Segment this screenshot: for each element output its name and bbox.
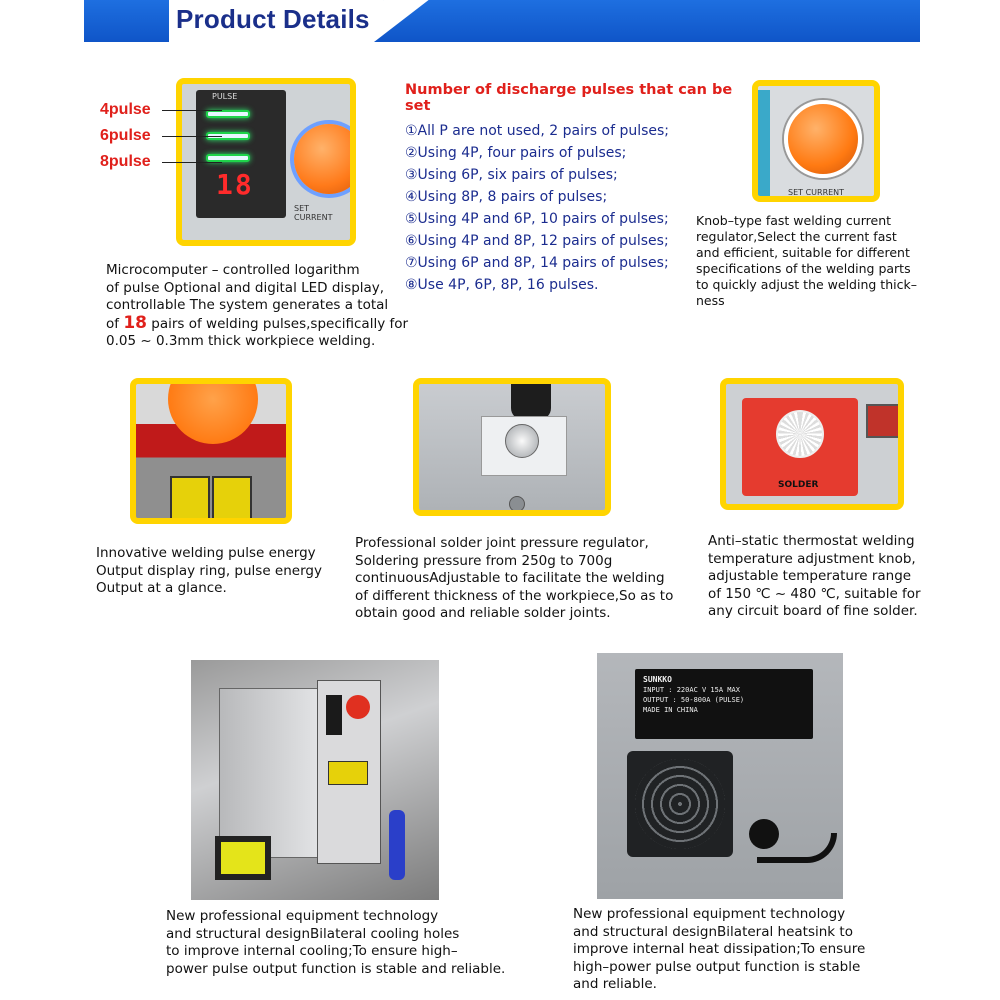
list-item: ⑧Use 4P, 6P, 8P, 16 pulses. bbox=[405, 277, 599, 293]
list-item: ⑥Using 4P and 8P, 12 pairs of pulses; bbox=[405, 233, 669, 249]
heatsink-photo bbox=[597, 653, 843, 899]
pointer-line-6 bbox=[162, 136, 222, 137]
pulse-label-4: 4pulse bbox=[100, 101, 151, 118]
page-title: Product Details bbox=[176, 4, 370, 34]
list-item: ④Using 8P, 8 pairs of pulses; bbox=[405, 189, 608, 205]
pulse-list-heading: Number of discharge pulses that can be set bbox=[405, 82, 733, 114]
fan-grill-icon bbox=[635, 759, 725, 849]
pointer-line-4 bbox=[162, 110, 222, 111]
caption-line: of 150 ℃ ~ 480 ℃, suitable for bbox=[708, 585, 921, 602]
list-item: ⑤Using 4P and 6P, 10 pairs of pulses; bbox=[405, 211, 669, 227]
temperature-dial-icon bbox=[776, 410, 824, 458]
caption-line: Output at a glance. bbox=[96, 580, 227, 596]
brand-text: SUNKKO bbox=[643, 675, 672, 684]
caption-line: and structural designBilateral cooling holes bbox=[166, 925, 460, 942]
caption-line: New professional equipment technology bbox=[573, 906, 846, 922]
caption-line: Output display ring, pulse energy bbox=[96, 562, 322, 579]
set-current-label: SET CURRENT bbox=[788, 188, 845, 197]
pulse-label-6: 6pulse bbox=[100, 127, 151, 144]
caption-line: of different thickness of the workpiece,So as to bbox=[355, 587, 674, 604]
knob-caption bbox=[696, 213, 936, 309]
pulse-count-highlight: 18 bbox=[123, 312, 147, 333]
solder-pen bbox=[389, 810, 405, 880]
caption-line: and efficient, suitable for different bbox=[696, 245, 910, 260]
caption-line: temperature adjustment knob, bbox=[708, 550, 916, 567]
list-item: ③Using 6P, six pairs of pulses; bbox=[405, 167, 618, 183]
caption-line: specifications of the welding parts bbox=[696, 261, 911, 276]
led-display-caption bbox=[106, 262, 416, 351]
caption-line: adjustable temperature range bbox=[708, 568, 912, 584]
caption-line: and reliable. bbox=[573, 976, 657, 992]
led-4p bbox=[206, 110, 250, 118]
power-cable bbox=[757, 833, 837, 863]
electrode-block-right bbox=[212, 476, 252, 520]
caption-line: ness bbox=[696, 293, 725, 308]
energy-ring-caption bbox=[96, 545, 346, 598]
solder-iron-holder bbox=[866, 404, 904, 438]
screw-icon bbox=[509, 496, 525, 512]
current-knob-icon bbox=[294, 124, 356, 194]
cooling-caption bbox=[166, 908, 546, 978]
input-spec: INPUT : 220AC V 15A MAX bbox=[643, 686, 740, 694]
caption-line: of pulse Optional and digital LED display, bbox=[106, 279, 385, 296]
caption-line: to improve internal cooling;To ensure high– bbox=[166, 943, 458, 959]
header-banner bbox=[84, 0, 920, 42]
energy-knob-icon bbox=[168, 378, 258, 444]
sponge-pad bbox=[215, 836, 271, 880]
caption-line: New professional equipment technology bbox=[166, 908, 439, 924]
pressure-caption bbox=[355, 535, 685, 623]
caption-line: Soldering pressure from 250g to 700g bbox=[355, 552, 613, 569]
caption-text: of bbox=[106, 315, 124, 332]
pointer-line-8 bbox=[162, 162, 222, 163]
pressure-head bbox=[511, 384, 551, 420]
led-digit-display: 18 bbox=[216, 168, 254, 201]
led-strip bbox=[326, 695, 342, 735]
pulse-options-list bbox=[405, 82, 745, 296]
solder-label: SOLDER bbox=[778, 480, 819, 490]
caption-line: to quickly adjust the welding thick– bbox=[696, 277, 917, 292]
pressure-regulator-photo bbox=[413, 378, 611, 516]
energy-ring-photo bbox=[130, 378, 292, 524]
caption-line: power pulse output function is stable and reliable. bbox=[166, 960, 506, 977]
caption-line: Innovative welding pulse energy bbox=[96, 545, 316, 561]
caption-line: continuousAdjustable to facilitate the welding bbox=[355, 570, 665, 586]
caption-line: improve internal heat dissipation;To ensure bbox=[573, 941, 866, 957]
knob-icon bbox=[346, 695, 370, 719]
welder-case bbox=[219, 688, 319, 858]
caption-line: 0.05 ~ 0.3mm thick workpiece welding. bbox=[106, 333, 376, 349]
banner-bar-right bbox=[374, 0, 920, 42]
panel-pulse-label: PULSE bbox=[212, 92, 238, 101]
pulse-labels bbox=[100, 100, 151, 178]
caption-line bbox=[106, 312, 416, 334]
list-item: ⑦Using 6P and 8P, 14 pairs of pulses; bbox=[405, 255, 669, 271]
thermostat-caption bbox=[708, 533, 938, 621]
thermostat-photo bbox=[720, 378, 904, 510]
welder-front-panel bbox=[317, 680, 381, 864]
output-spec: OUTPUT : 50-800A (PULSE) bbox=[643, 696, 745, 704]
origin-text: MADE IN CHINA bbox=[643, 706, 698, 714]
caption-line: Knob–type fast welding current bbox=[696, 213, 892, 228]
current-knob-photo bbox=[752, 80, 880, 202]
led-8p bbox=[206, 154, 250, 162]
electrode-block-left bbox=[170, 476, 210, 520]
caption-line: Microcomputer – controlled logarithm bbox=[106, 262, 360, 278]
welding-current-dial-icon bbox=[784, 100, 862, 178]
caption-line: any circuit board of fine solder. bbox=[708, 603, 918, 619]
caption-line: obtain good and reliable solder joints. bbox=[355, 605, 611, 621]
caption-line: and structural designBilateral heatsink to bbox=[573, 923, 853, 940]
list-item: ①All P are not used, 2 pairs of pulses; bbox=[405, 123, 670, 139]
caption-line: controllable The system generates a total bbox=[106, 297, 389, 313]
electrode-holder bbox=[328, 761, 368, 785]
panel-set-current-label: SET CURRENT bbox=[294, 204, 333, 222]
cooling-holes-photo bbox=[191, 660, 439, 900]
caption-line: high–power pulse output function is stable bbox=[573, 958, 861, 975]
list-item: ②Using 4P, four pairs of pulses; bbox=[405, 145, 627, 161]
caption-line: Professional solder joint pressure regulator, bbox=[355, 535, 649, 551]
heatsink-caption bbox=[573, 906, 903, 994]
panel-strip bbox=[758, 90, 770, 200]
pulse-label-8: 8pulse bbox=[100, 153, 151, 170]
spec-label bbox=[635, 669, 813, 739]
caption-line: regulator,Select the current fast bbox=[696, 229, 897, 244]
caption-line: Anti–static thermostat welding bbox=[708, 533, 915, 549]
pressure-knob-icon bbox=[505, 424, 539, 458]
caption-text: pairs of welding pulses,specifically for bbox=[146, 315, 409, 332]
